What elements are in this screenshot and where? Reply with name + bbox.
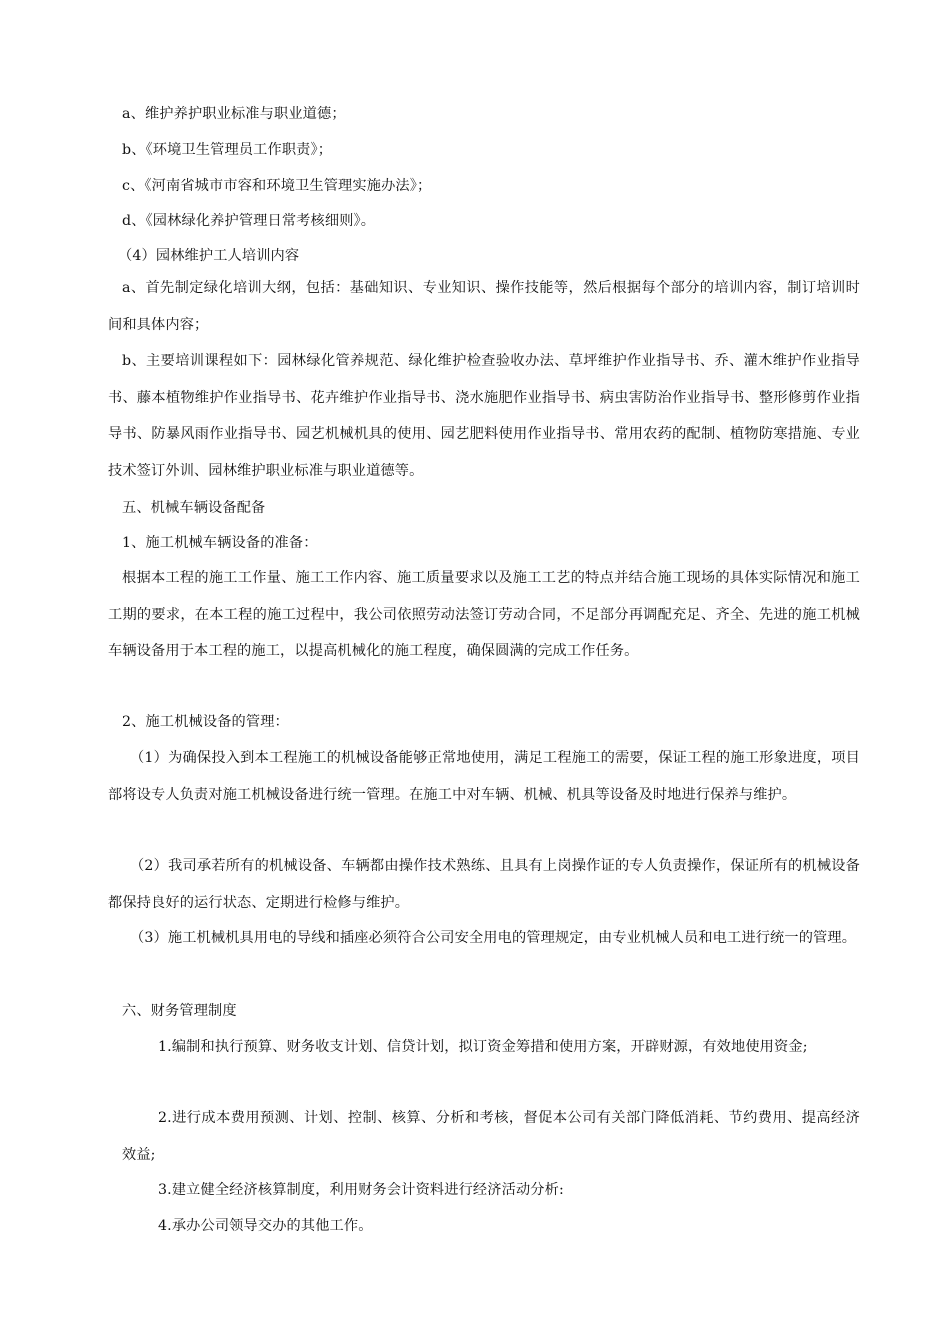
subsection-1-heading: 1、施工机械车辆设备的准备：: [122, 535, 318, 551]
paragraph-training-outline: a、首先制定绿化培训大纲，包括：基础知识、专业知识、操作技能等，然后根据每个部分的培训内容，制订培训时间和具体内容；: [108, 280, 860, 333]
paragraph-equipment-management-1: （1）为确保投入到本工程施工的机械设备能够正常地使用，满足工程施工的需要，保证工程的施工形象进度，项目部将设专人负责对施工机械设备进行统一管理。在施工中对车辆、机械、机具等设备及时地进行保养与维护。: [108, 750, 860, 803]
subsection-2-heading: 2、施工机械设备的管理：: [122, 714, 289, 730]
paragraph-finance-4: 4.承办公司领导交办的其他工作。: [158, 1218, 373, 1234]
paragraph-finance-2: 2.进行成本费用预测、计划、控制、核算、分析和考核，督促本公司有关部门降低消耗、节约费用、提高经济效益;: [122, 1110, 860, 1163]
paragraph-equipment-management-3: （3）施工机械机具用电的导线和插座必须符合公司安全用电的管理规定，由专业机械人员和电工进行统一的管理。: [130, 930, 857, 946]
paragraph-d-rules: d、《园林绿化养护管理日常考核细则》。: [122, 213, 376, 229]
paragraph-equipment-preparation: 根据本工程的施工工作量、施工工作内容、施工质量要求以及施工工艺的特点并结合施工现场的具体实际情况和施工工期的要求，在本工程的施工过程中，我公司依照劳动法签订劳动合同，不足部分再调配充足、齐全、先进的施工机械车辆设备用于本工程的施工，以提高机械化的施工程度，确保圆满的完成工作任务。: [108, 570, 860, 659]
paragraph-b-duties: b、《环境卫生管理员工作职责》；: [122, 142, 333, 158]
section-6-heading: 六、财务管理制度: [122, 1003, 237, 1019]
paragraph-finance-1: 1.编制和执行预算、财务收支计划、信贷计划，拟订资金筹措和使用方案，开辟财源，有效地使用资金;: [158, 1039, 808, 1055]
section-5-heading: 五、机械车辆设备配备: [122, 500, 266, 516]
paragraph-c-regulations: c、《河南省城市市容和环境卫生管理实施办法》；: [122, 178, 432, 194]
paragraph-training-courses: b、主要培训课程如下：园林绿化管养规范、绿化维护检查验收办法、草坪维护作业指导书、乔、灌木维护作业指导书、藤本植物维护作业指导书、花卉维护作业指导书、浇水施肥作业指导书、病虫害防治作业指导书、整形修剪作业指导书、防暴风雨作业指导书、园艺机械机具的使用、园艺肥料使用作业指导书、常用农药的配制、植物防寒措施、专业技术签订外训、园林维护职业标准与职业道德等。: [108, 353, 860, 479]
paragraph-a-ethics: a、维护养护职业标准与职业道德；: [122, 106, 346, 122]
section-4-heading: （4）园林维护工人培训内容: [118, 248, 300, 264]
paragraph-finance-3: 3.建立健全经济核算制度，利用财务会计资料进行经济活动分析:: [158, 1182, 564, 1198]
paragraph-equipment-management-2: （2）我司承若所有的机械设备、车辆都由操作技术熟练、且具有上岗操作证的专人负责操作，保证所有的机械设备都保持良好的运行状态、定期进行检修与维护。: [108, 858, 860, 911]
